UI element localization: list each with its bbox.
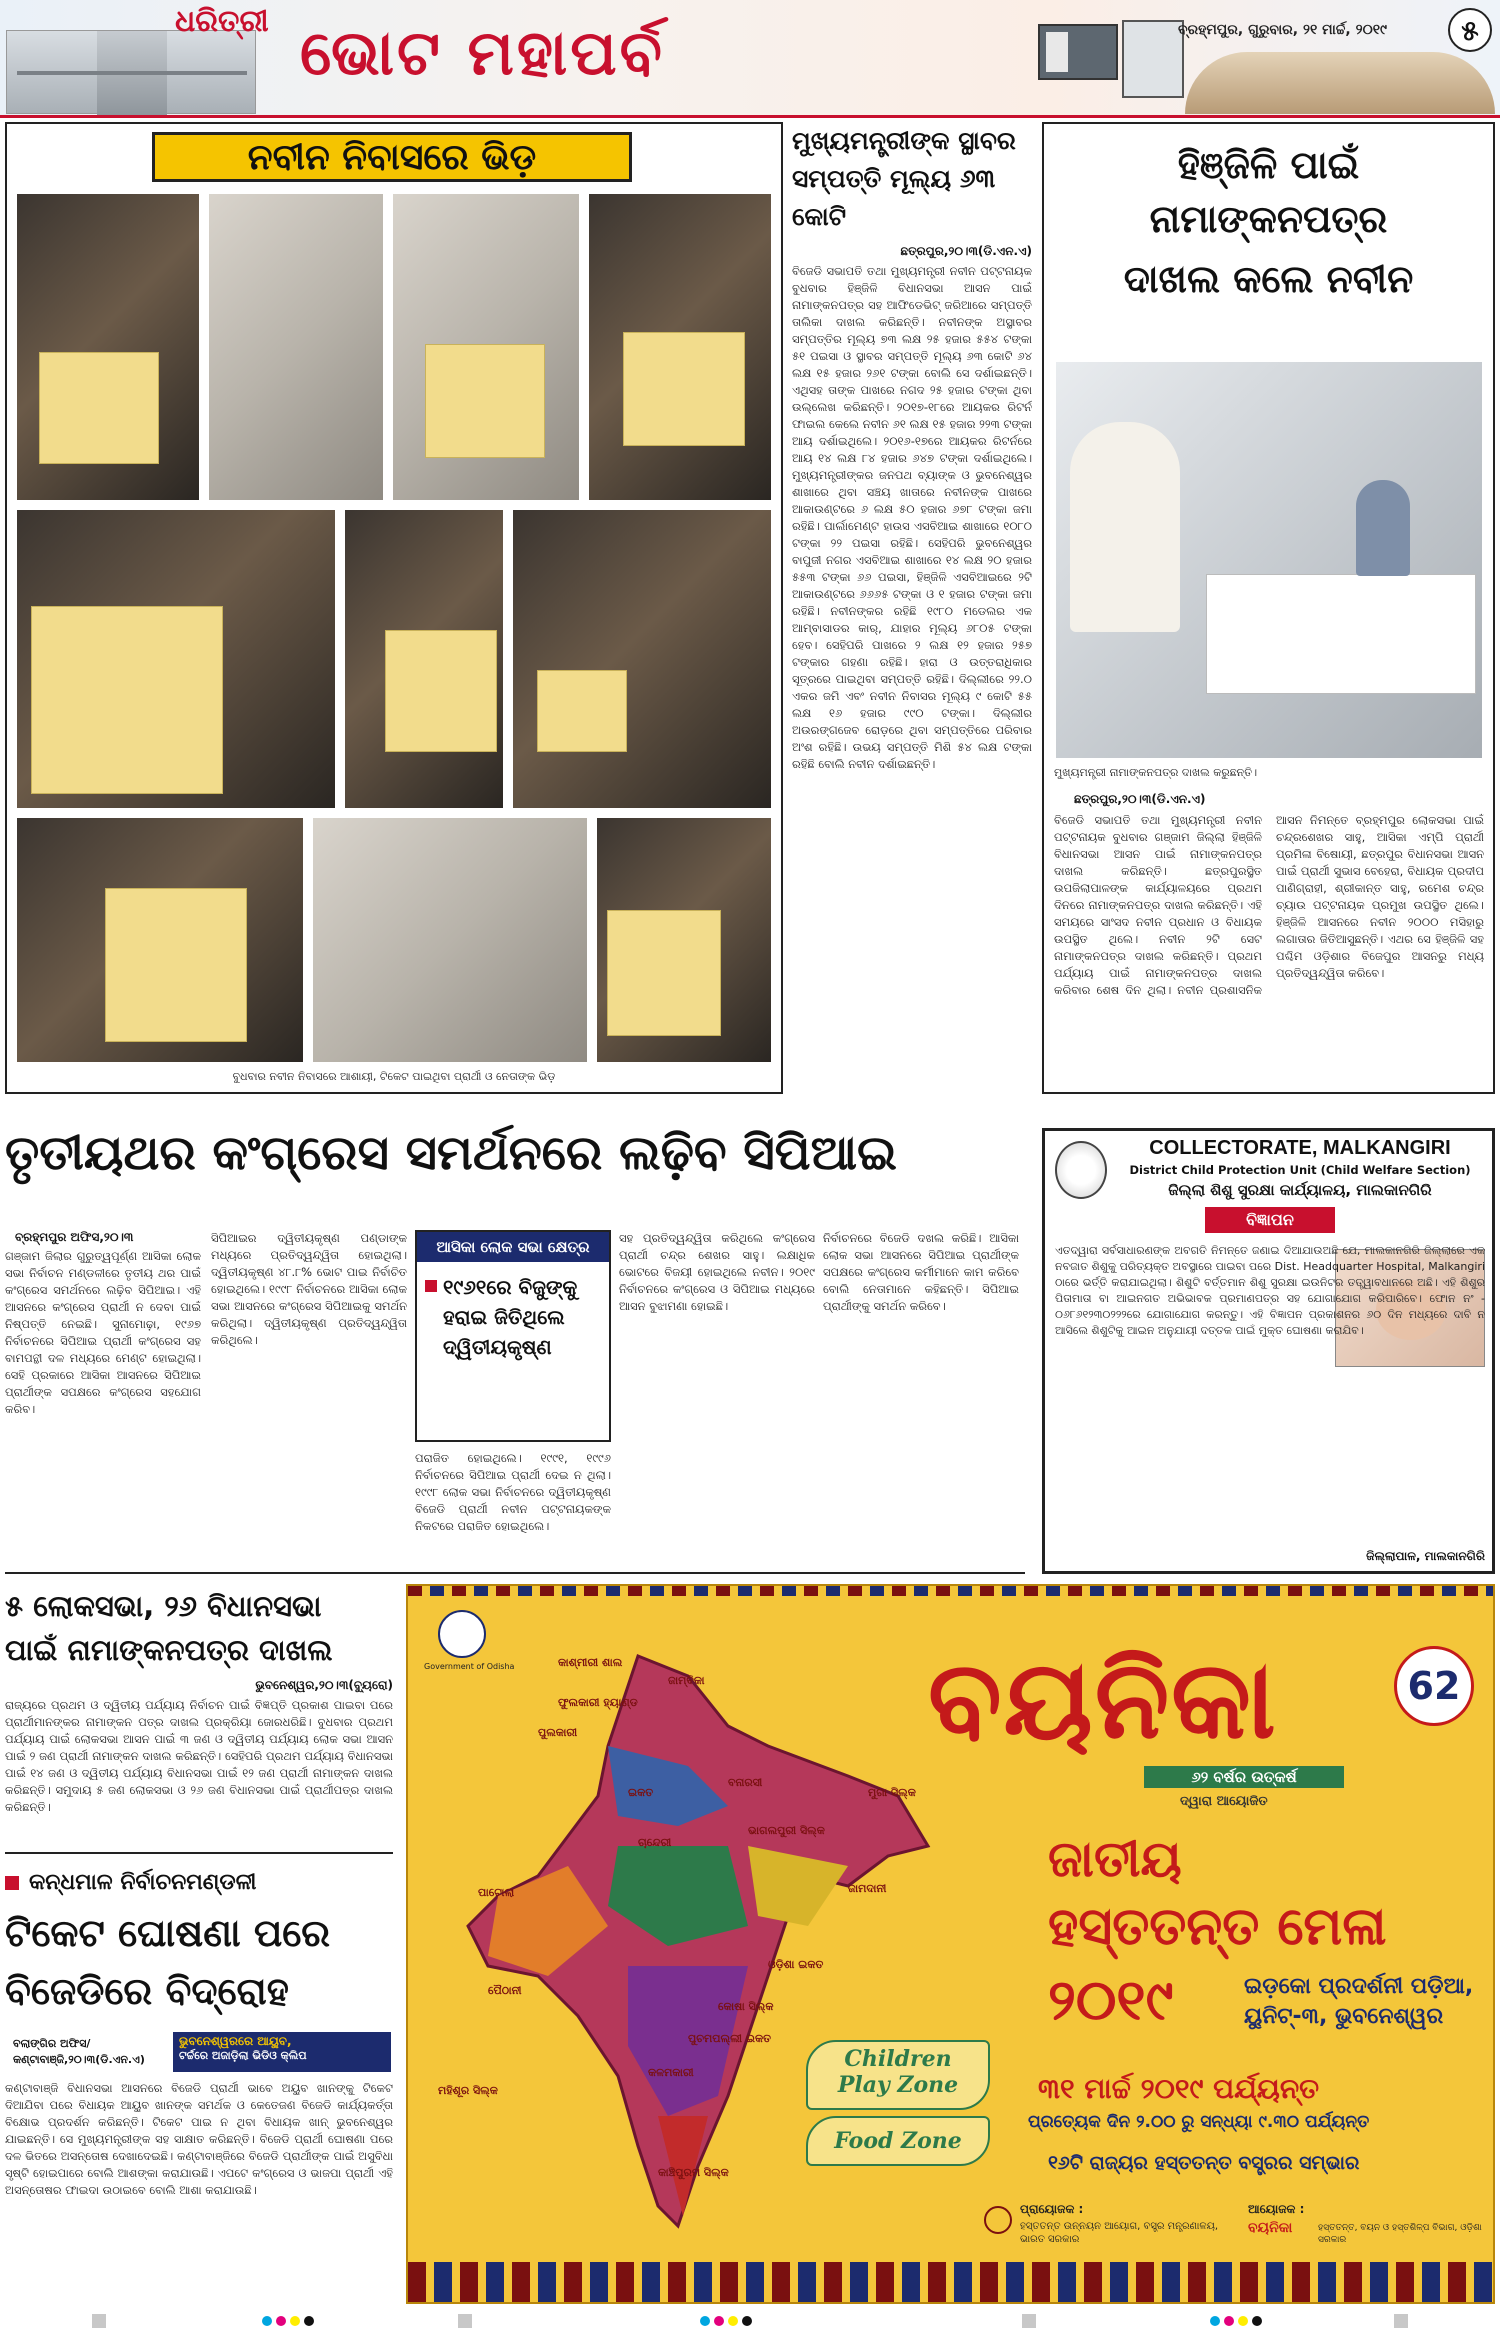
anniversary-badge: 62: [1394, 1646, 1474, 1726]
nominations-body: ରାଜ୍ୟରେ ପ୍ରଥମ ଓ ଦ୍ୱିତୀୟ ପର୍ଯ୍ୟାୟ ନିର୍ବାଚନ ପାଇଁ ବିଜ୍ଞପ୍ତି ପ୍ରକାଶ ପାଇବା ପରେ ପ୍ରାର୍ଥୀମାନଙ୍କର ନାମାଙ୍କନ ପତ୍ର ଦାଖଲ ପ୍ରକ୍ରିୟା ଜୋରଧରିଛି। ବୁଧବାର ପ୍ରଥମ ପର୍ଯ୍ୟାୟ ପାଇଁ ଲୋକସଭା ଆସନ ପାଇଁ ୩ ଜଣ ଓ ଦ୍ୱିତୀୟ ପର୍ଯ୍ୟାୟ ଲୋକ ସଭା ଆସନ ପାଇଁ ୨ ଜଣ ପ୍ରାର୍ଥୀ ନାମାଙ୍କନ ଦାଖଲ କରିଛନ୍ତି। ସେହିପରି ପ୍ରଥମ ପର୍ଯ୍ୟାୟ ବିଧାନସଭା ପାଇଁ ୧୪ ଜଣ ଓ ଦ୍ୱିତୀୟ ପର୍ଯ୍ୟାୟ ବିଧାନସଭା ପାଇଁ ୧୨ ଜଣ ପ୍ରାର୍ଥୀ ନାମାଙ୍କନ ଦାଖଲ କରିଛନ୍ତି। ସମୁଦାୟ ୫ ଜଣ ଲୋକସଭା ଓ ୨୬ ଜଣ ବିଧାନସଭା ପାଇଁ ପ୍ରାର୍ଥୀପତ୍ର ଦାଖଲ କରିଛନ୍ତି।: [5, 1698, 393, 1814]
photo-candidate-watch: [15, 508, 337, 810]
fair-line1: ଜାତୀୟ: [1048, 1830, 1182, 1888]
map-label-6: ମୁଗା ସିଲ୍କ: [868, 1786, 916, 1799]
naveen-residence-story: [5, 122, 783, 1094]
cpi-box-headline: ୧୯୬୧ରେ ବିଜୁଙ୍କୁ ହରାଇ ଜିତିଥିଲେ ଦ୍ୱିତୀୟକୃଷ୍ଣ: [443, 1275, 578, 1359]
cpi-headline: ତୃତୀୟଥର କଂଗ୍ରେସ ସମର୍ଥନରେ ଲଢ଼ିବ ସିପିଆଇ: [5, 1125, 897, 1181]
voting-machine-icon: [1038, 24, 1118, 80]
fair-organiser-text: ବୟନିକା: [1248, 2220, 1293, 2236]
kandhamal-kicker: କନ୍ଧମାଳ ନିର୍ବାଚନମଣ୍ଡଳୀ: [29, 1870, 257, 1895]
map-label-16: କାଞ୍ଚିପୁରମ ସିଲ୍କ: [658, 2166, 729, 2179]
fair-sponsor-text: ହସ୍ତତନ୍ତ ଉନ୍ନୟନ ଆୟୋଗ, ବସ୍ତ୍ର ମନ୍ତ୍ରଣାଳୟ, ଭାରତ ସରକାର: [1020, 2221, 1219, 2245]
map-label-10: ଓଡ଼ିଶା ଇକତ: [768, 1958, 824, 1971]
paper-name: ଧରିତ୍ରୀ: [175, 4, 269, 39]
map-label-4: ଚାନ୍ଦେରୀ: [638, 1836, 672, 1849]
fair-venue-1: ଇଡ଼କୋ ପ୍ରଦର୍ଶନୀ ପଡ଼ିଆ,: [1244, 1974, 1474, 1999]
photo-candidate-envelope: [595, 816, 773, 1064]
map-label-14: ପୁଚମପଲ୍ଲୀ ଇକତ: [688, 2032, 771, 2045]
kicker-square-icon: [5, 1876, 19, 1890]
photo-garlanded-group: [511, 508, 773, 810]
page-number: ୫: [1448, 8, 1492, 52]
map-label-8: ଇକତ: [628, 1786, 654, 1799]
cm-assets-dateline: ଛତ୍ରପୁର,୨୦।୩(ଡି.ଏନ.ଏ): [900, 244, 1032, 258]
naveen-residence-headline: ନବୀନ ନିବାସରେ ଭିଡ଼: [247, 137, 537, 178]
cpi-box-title: ଆସିକା ଲୋକ ସଭା କ୍ଷେତ୍ର: [417, 1232, 609, 1262]
kandhamal-sidebar-1: ଭୁବନେଶ୍ୱରରେ ଆୟୁବ,: [179, 2034, 292, 2048]
children-zone-badge: [806, 2040, 990, 2110]
fair-timing: ପ୍ରତ୍ୟେକ ଦିନ ୨.୦୦ ରୁ ସନ୍ଧ୍ୟା ୯.୩୦ ପର୍ଯ୍ୟନ୍ତ: [1028, 2112, 1370, 2132]
bullet-square-icon: [425, 1280, 437, 1292]
food-zone-badge: [806, 2116, 990, 2166]
cpi-story: [5, 1118, 1025, 1574]
map-label-12: କୋଷା ସିଲ୍କ: [718, 2000, 774, 2013]
map-label-17: କାଶ୍ମୀରୀ ଶାଲ: [558, 1656, 623, 1669]
map-label-13: ମହିଶୂର ସିଲ୍କ: [438, 2084, 498, 2097]
map-label-2: ପୁଲକାରୀ: [538, 1726, 578, 1739]
hinjili-headline-2: ଦାଖଲ କଲେ ନବୀନ: [1123, 257, 1414, 301]
collectorate-odia-title: ଜିଲ୍ଲା ଶିଶୁ ସୁରକ୍ଷା କାର୍ଯ୍ୟାଳୟ, ମାଲକାନଗିରି: [1168, 1181, 1432, 1199]
kandhamal-dateline: ବଲାଙ୍ଗିର ଅଫିସ/କଣ୍ଟାବାଞ୍ଜି,୨୦।୩(ଡି.ଏନ.ଏ): [13, 2037, 145, 2066]
kandhamal-story: [5, 1866, 393, 2304]
cm-assets-story: [792, 122, 1032, 1094]
hinjili-photo-caption: ମୁଖ୍ୟମନ୍ତ୍ରୀ ନାମାଙ୍କନପତ୍ର ଦାଖଲ କରୁଛନ୍ତି।: [1054, 766, 1258, 779]
cpi-body-col3: ପରାଜିତ ହୋଇଥିଲେ। ୧୯୯୧, ୧୯୯୬ ନିର୍ବାଚନରେ ସିପିଆଇ ପ୍ରାର୍ଥୀ ଦେଇ ନ ଥିଲା। ୧୯୯୮ ଲୋକ ସଭା ନିର୍ବାଚନରେ ଦ୍ୱିତୀୟକୃଷ୍ଣ ବିଜେଡି ପ୍ରାର୍ଥୀ ନବୀନ ପଟ୍ଟନାୟକଙ୍କ ନିକଟରେ ପରାଜିତ ହୋଇଥିଲେ।: [415, 1451, 611, 1533]
fair-organised-by: ଦ୍ୱାରା ଆୟୋଜିତ: [1180, 1794, 1268, 1809]
fair-venue-2: ୟୁନିଟ୍-୩, ଭୁବନେଶ୍ୱର: [1244, 2004, 1444, 2029]
nominations-story: [5, 1584, 393, 1854]
map-label-9: ଜାମଦାନୀ: [848, 1882, 887, 1895]
fair-line2: ହସ୍ତତନ୍ତ ମେଳା: [1048, 1897, 1387, 1957]
cm-assets-headline-2: ସମ୍ପତ୍ତି ମୂଲ୍ୟ ୬୩ କୋଟି: [792, 164, 996, 231]
cpi-body-col1: ଗଞ୍ଜାମ ଜିଲାର ଗୁରୁତ୍ୱପୂର୍ଣ୍ଣ ଆସିକା ଲୋକ ସଭା ନିର୍ବାଚନ ମଣ୍ଡଳୀରେ ତୃତୀୟ ଥର ପାଇଁ କଂଗ୍ରେସ ସମର୍ଥନରେ ଲଢ଼ିବ ସିପିଆଇ। ଏହି ଆସନରେ କଂଗ୍ରେସ ପ୍ରାର୍ଥୀ ନ ଦେବା ପାଇଁ ନିଷ୍ପତ୍ତି ନେଇଛି। ସୁନାମୋଢ଼ା, ୧୯୬୭ ନିର୍ବାଚନରେ ସିପିଆଇ ପ୍ରାର୍ଥୀ କଂଗ୍ରେସ ସହ ବାମପନ୍ଥୀ ଦଳ ମଧ୍ୟରେ ମେଣ୍ଟ ହୋଇଥିଲା। ସେହି ପ୍ରକାରେ ଆସିକା ଆସନରେ ସିପିଆଇ ପ୍ରାର୍ଥୀଙ୍କ ସପକ୍ଷରେ କଂଗ୍ରେସ ସହଯୋଗ କରିବ।: [5, 1249, 201, 1416]
nominations-dateline: ଭୁବନେଶ୍ୱର,୨୦।୩(ବ୍ୟୁରୋ): [255, 1678, 393, 1692]
collectorate-subtitle: District Child Protection Unit (Child Welfare Section): [1129, 1163, 1471, 1177]
parliament-image: [1185, 52, 1495, 114]
dateline: ବ୍ରହ୍ମପୁର, ଗୁରୁବାର, ୨୧ ମାର୍ଚ୍ଚ, ୨୦୧୯: [1178, 22, 1387, 38]
print-registration-strip: [0, 2306, 1500, 2335]
cm-assets-headline-1: ମୁଖ୍ୟମନ୍ତ୍ରୀଙ୍କ ସ୍ଥାବର: [792, 126, 1016, 155]
odisha-emblem-icon: [1055, 1141, 1107, 1199]
map-label-1: ଜାମ୍ବିକା: [668, 1674, 705, 1687]
decorative-border-top: [408, 1586, 1493, 1596]
photo-supporter-victory: [15, 192, 201, 502]
fair-brand: ବୟନିକା: [928, 1638, 1278, 1763]
nominations-headline-1: ୫ ଲୋକସଭା, ୨୬ ବିଧାନସଭା: [5, 1589, 322, 1623]
collectorate-ad: [1042, 1128, 1495, 1574]
kandhamal-sidebar-2: ଟର୍ଚ୍ଚରେ ଅଜାଡ଼ିଲା ଭିଡିଓ କ୍ଲିପ: [179, 2049, 307, 2062]
photo-candidate-in-car: [15, 816, 305, 1064]
collectorate-signature: ଜିଲ୍ଲାପାଳ, ମାଲକାନଗିରି: [1366, 1549, 1485, 1563]
photo-leader-folded-hands: [207, 192, 385, 502]
cpi-dateline: ବ୍ରହ୍ମପୁର ଅଫିସ,୨୦।୩: [15, 1230, 134, 1244]
hinjili-body: ବିଜେଡି ସଭାପତି ତଥା ମୁଖ୍ୟମନ୍ତ୍ରୀ ନବୀନ ପଟ୍ଟନାୟକ ବୁଧବାର ଗଞ୍ଜାମ ଜିଲ୍ଲା ହିଞ୍ଜିଳି ବିଧାନସଭା ଆସନ ପାଇଁ ନାମାଙ୍କନପତ୍ର ଦାଖଲ କରିଛନ୍ତି। ଛତ୍ରପୁରସ୍ଥିତ ଉପଜିଲାପାଳଙ୍କ କାର୍ଯ୍ୟାଳୟରେ ପ୍ରଥମ ଦିନରେ ନାମାଙ୍କନପତ୍ର ଦାଖଲ କରିଛନ୍ତି। ଏହି ସମୟରେ ସାଂସଦ ନବୀନ ପ୍ରଧାନ ଓ ବିଧାୟକ ଉପସ୍ଥିତ ଥିଲେ। ନବୀନ ୨ଟି ସେଟ ନାମାଙ୍କନପତ୍ର ଦାଖଲ କରିଛନ୍ତି। ପ୍ରଥମ ପର୍ଯ୍ୟାୟ ପାଇଁ ନାମାଙ୍କନପତ୍ର ଦାଖଲ କରିବାର ଶେଷ ଦିନ ଥିଲା। ନବୀନ ପ୍ରଶାସନିକ ଆସନ ନିମନ୍ତେ ବ୍ରହ୍ମପୁର ଲୋକସଭା ପାଇଁ ଚନ୍ଦ୍ରଶେଖର ସାହୁ, ଆସିକା ଏମ୍ପି ପ୍ରାର୍ଥୀ ପ୍ରମିଳା ବିଷୋୟୀ, ଛତ୍ରପୁର ବିଧାନସଭା ଆସନ ପାଇଁ ପ୍ରାର୍ଥୀ ସୁଭାସ ବେହେରା, ବିଧାୟକ ପ୍ରଦୀପ ପାଣିଗ୍ରାହୀ, ଶ୍ରୀକାନ୍ତ ସାହୁ, ରମେଶ ଚନ୍ଦ୍ର ଚ୍ୟାଉ ପଟ୍ଟନାୟକ ପ୍ରମୁଖ ଉପସ୍ଥିତ ଥିଲେ। ହିଞ୍ଜିଳି ଆସନରେ ନବୀନ ୨୦୦୦ ମସିହାରୁ ଲଗାତାର ଜିତିଆସୁଛନ୍ତି। ଏଥର ସେ ହିଞ୍ଜିଳି ସହ ପଶ୍ଚିମ ଓଡ଼ିଶାର ବିଜେପୁର ଆସନରୁ ମଧ୍ୟ ପ୍ରତିଦ୍ୱନ୍ଦ୍ୱିତା କରିବେ।: [1054, 813, 1484, 997]
photo-naveen-filing-nomination: [1054, 360, 1484, 760]
children-zone-2: Play Zone: [837, 2072, 959, 2098]
map-label-5: ଭାଗଲପୁରୀ ସିଲ୍କ: [748, 1824, 825, 1837]
kandhamal-sidebar-box: [173, 2032, 391, 2072]
hinjili-story: [1042, 122, 1495, 1094]
fair-organiser-dept: ହସ୍ତତନ୍ତ, ବୟନ ଓ ହସ୍ତଶିଳ୍ପ ବିଭାଗ, ଓଡ଼ିଶା ସରକାର: [1318, 2223, 1482, 2245]
collectorate-notice-label: ବିଜ୍ଞାପନ: [1205, 1207, 1335, 1233]
sponsor-logo-icon: [984, 2206, 1012, 2234]
fair-dates: ୩୧ ମାର୍ଚ୍ଚ ୨୦୧୯ ପର୍ଯ୍ୟନ୍ତ: [1038, 2072, 1320, 2105]
cpi-body-col2: ସିପିଆଇର ଦ୍ୱିତୀୟକୃଷ୍ଣ ପଣ୍ଡାଙ୍କ ମଧ୍ୟରେ ପ୍ରତିଦ୍ୱନ୍ଦ୍ୱିତା ହୋଇଥିଲା। ଦ୍ୱିତୀୟକୃଷ୍ଣ ୪୮.୮% ଭୋଟ ପାଇ ନିର୍ବାଚିତ ହୋଇଥିଲେ। ୧୯୯୮ ନିର୍ବାଚନରେ ଆସିକା ଲୋକ ସଭା ଆସନରେ କଂଗ୍ରେସ ସିପିଆଇକୁ ସମର୍ଥନ କରିଥିଲା। ଦ୍ୱିତୀୟକୃଷ୍ଣ ପ୍ରତିଦ୍ୱନ୍ଦ୍ୱିତା କରିଥିଲେ।: [211, 1231, 407, 1347]
fair-sponsor-label: ପ୍ରାୟୋଜକ :: [1020, 2202, 1084, 2216]
kandhamal-body: କଣ୍ଟାବାଞ୍ଜି ବିଧାନସଭା ଆସନରେ ବିଜେଡି ପ୍ରାର୍ଥୀ ଭାବେ ଅୟୁବ ଖାନଙ୍କୁ ଟିକେଟ ଦିଆଯିବା ପରେ ବିଧାୟକ ଆୟୁବ ଖାନଙ୍କ ସମର୍ଥକ ଓ କେତେଜଣ ବିଜେଡି କାର୍ଯ୍ୟକର୍ତ୍ତା ବିକ୍ଷୋଭ ପ୍ରଦର୍ଶନ କରିଛନ୍ତି। ଟିକେଟ ପାଇ ନ ଥିବା ବିଧାୟକ ଖାନ୍ ଭୁବନେଶ୍ୱର ଯାଇଛନ୍ତି। ସେ ମୁଖ୍ୟମନ୍ତ୍ରୀଙ୍କ ସହ ସାକ୍ଷାତ କରିଛନ୍ତି। ବିଜେଡି ପ୍ରାର୍ଥୀ ଘୋଷଣା ପରେ ଦଳ ଭିତରେ ଅସନ୍ତୋଷ ଦେଖାଦେଇଛି। କଣ୍ଟାବାଞ୍ଜିରେ ବିଜେଡି ପ୍ରାର୍ଥୀଙ୍କ ପାଇଁ ଅସୁବିଧା ସୃଷ୍ଟି ହୋଇପାରେ ବୋଲି ଆଶଙ୍କା କରାଯାଉଛି। ଏପଟେ କଂଗ୍ରେସ ଓ ଭାଜପା ପ୍ରାର୍ଥୀ ଏହି ଅସନ୍ତୋଷର ଫାଇଦା ଉଠାଇବେ ବୋଲି ଆଶା କରାଯାଉଛି।: [5, 2081, 393, 2197]
photo-candidate-night: [343, 508, 505, 810]
cpi-body-col4: ସହ ପ୍ରତିଦ୍ୱନ୍ଦ୍ୱିତା କରିଥିଲେ କଂଗ୍ରେସ ପ୍ରାର୍ଥୀ ଚନ୍ଦ୍ର ଶେଖର ସାହୁ। ଲକ୍ଷାଧିକ ଭୋଟରେ ବିଜୟୀ ହୋଇଥିଲେ ନବୀନ। ୨୦୧୯ ନିର୍ବାଚନରେ କଂଗ୍ରେସ ଓ ସିପିଆଇ ମଧ୍ୟରେ ଆସନ ବୁଝାମଣା ହୋଇଛି।: [619, 1231, 815, 1313]
handloom-fair-ad: [406, 1584, 1495, 2304]
map-label-15: କଳମକାରୀ: [648, 2066, 694, 2079]
kandhamal-headline-1: ଟିକେଟ ଘୋଷଣା ପରେ: [5, 1911, 331, 1955]
nominations-headline-2: ପାଇଁ ନାମାଙ୍କନପତ୍ର ଦାଖଲ: [5, 1633, 333, 1667]
map-label-3: ପାଟୋଲା: [478, 1886, 515, 1899]
photo-candidate-specs: [391, 192, 581, 502]
fair-year: ୨୦୧୯: [1048, 1968, 1174, 2033]
decorative-border-bottom: [408, 2262, 1493, 2302]
food-zone: Food Zone: [834, 2128, 962, 2154]
assembly-building-image: [6, 30, 256, 114]
map-label-11: ପୈଠାନୀ: [488, 1984, 522, 1997]
cpi-body-col5: ନିର୍ବାଚନରେ ବିଜେଡି ଦଖଲ କରିଛି। ଆସିକା ଲୋକ ସଭା ଆସନରେ ସିପିଆଇ ପ୍ରାର୍ଥୀଙ୍କ ସପକ୍ଷରେ କଂଗ୍ରେସ କର୍ମୀମାନେ କାମ କରିବେ ବୋଲି ନେତାମାନେ କହିଛନ୍ତି। ସିପିଆଇ ପ୍ରାର୍ଥୀଙ୍କୁ ସମର୍ଥନ କରିବେ।: [823, 1231, 1019, 1313]
govt-label: Government of Odisha: [424, 1662, 515, 1671]
banner-title: ଭୋଟ ମହାପର୍ବ: [300, 16, 665, 89]
collectorate-title: COLLECTORATE, MALKANGIRI: [1149, 1137, 1451, 1159]
children-zone-1: Children: [844, 2046, 952, 2072]
fair-brand-tagline: ୬୨ ବର୍ଷର ଉତ୍କର୍ଷ: [1144, 1766, 1344, 1788]
map-label-7: ବନାରସୀ: [728, 1776, 763, 1789]
kandhamal-headline-2: ବିଜେଡିରେ ବିଦ୍ରୋହ: [5, 1969, 289, 2013]
hinjili-dateline: ଛତ୍ରପୁର,୨୦।୩(ଡି.ଏନ.ଏ): [1074, 792, 1206, 806]
hinjili-headline-1: ହିଞ୍ଜିଳି ପାଇଁ ନାମାଙ୍କନପତ୍ର: [1149, 143, 1388, 241]
map-label-18: ଫୁଲକାରୀ ହ୍ୟାଣ୍ଡ: [558, 1696, 638, 1709]
cpi-highlight-box: [415, 1230, 611, 1442]
ballot-unit-icon: [1122, 20, 1184, 98]
photo-candidate-white-kurta: [587, 192, 773, 502]
story-headline-box: [152, 132, 632, 182]
cm-assets-body: ବିଜେଡି ସଭାପତି ତଥା ମୁଖ୍ୟମନ୍ତ୍ରୀ ନବୀନ ପଟ୍ଟନାୟକ ବୁଧବାର ହିଞ୍ଜିଳି ବିଧାନସଭା ଆସନ ପାଇଁ ନାମାଙ୍କନପତ୍ର ସହ ଆଫିଡେଭିଟ୍ ଜରିଆରେ ସମ୍ପତ୍ତି ତାଲିକା ଦାଖଲ କରିଛନ୍ତି। ନବୀନଙ୍କ ଅସ୍ଥାବର ସମ୍ପତ୍ତିର ମୂଲ୍ୟ ୭୩ ଲକ୍ଷ ୨୫ ହଜାର ୫୫୪ ଟଙ୍କା ୫୧ ପଇସା ଓ ସ୍ଥାବର ସମ୍ପତ୍ତି ମୂଲ୍ୟ ୬୩ କୋଟି ୬୪ ଲକ୍ଷ ୧୫ ହଜାର ୨୬୧ ଟଙ୍କା ବୋଲି ସେ ଦର୍ଶାଇଛନ୍ତି। ଏଥିସହ ତାଙ୍କ ପାଖରେ ନଗଦ ୨୫ ହଜାର ଟଙ୍କା ଥିବା ଉଲ୍ଲେଖ କରିଛନ୍ତି। ୨୦୧୭-୧୮ରେ ଆୟକର ରିଟର୍ନ ଫାଇଲ କେଲେ ନବୀନ ୬୧ ଲକ୍ଷ ୧୫ ହଜାର ୨୨୩ ଟଙ୍କା ଆୟ ଦର୍ଶାଇଥିଲେ। ୨୦୧୬-୧୭ରେ ଆୟକର ରିଟର୍ନରେ ଆୟ ୧୪ ଲକ୍ଷ ୮୪ ହଜାର ୬୪୭ ଟଙ୍କା ଦର୍ଶାଇଥିଲେ। ମୁଖ୍ୟମନ୍ତ୍ରୀଙ୍କର ଜନପଥ ବ୍ୟାଙ୍କ ଓ ଭୁବନେଶ୍ୱର ଶାଖାରେ ଥିବା ସଞ୍ଚୟ ଖାତାରେ ନବୀନଙ୍କ ପାଖରେ ଆକାଉଣ୍ଟରେ ୬ ଲକ୍ଷ ୫୦ ହଜାର ୬୭୮ ଟଙ୍କା ଜମା ରହିଛି। ପାର୍ଲାମେଣ୍ଟ ହାଉସ ଏସବିଆଇ ଶାଖାରେ ୧୦୮୦ ଟଙ୍କା ୨୨ ପଇସା ରହିଛି। ସେହିପରି ଭୁବନେଶ୍ୱର ବାପୁଜୀ ନଗର ଏସବିଆଇ ଶାଖାରେ ୧୪ ଲକ୍ଷ ୨୦ ହଜାର ୫୫୩ ଟଙ୍କା ୬୬ ପଇସା, ହିଞ୍ଜିଳି ଏସବିଆଇରେ ୨ଟି ଆକାଉଣ୍ଟରେ ୬୬୬୫ ଟଙ୍କା ଓ ୧ ହଜାର ଟଙ୍କା ଜମା ରହିଛି। ନବୀନଙ୍କର ରହିଛି ୧୯୮୦ ମଡେଲର ଏକ ଆମ୍ବାସାଡର କାର୍, ଯାହାର ମୂଲ୍ୟ ୬୮୦୫ ଟଙ୍କା ହେବ। ସେହିପରି ପାଖରେ ୨ ଲକ୍ଷ ୧୨ ହଜାର ୨୫୭ ଟଙ୍କାର ଗହଣା ରହିଛି। ହାରା ଓ ଉତ୍ତରାଧିକାର ସୂତ୍ରରେ ପାଇଥିବା ସମ୍ପତ୍ତି ରହିଛି। ଦିଲ୍ଲୀରେ ୨୨.୦ ଏକର ଜମି ଏବଂ ନବୀନ ନିବାସର ମୂଲ୍ୟ ୯ କୋଟି ୫୫ ଲକ୍ଷ ୧୬ ହଜାର ୯୯୦ ଟଙ୍କା। ଦିଲ୍ଲୀର ଅଉରଙ୍ଗଜେବ ରୋଡ଼ରେ ଥିବା ସମ୍ପତ୍ତିରେ ପରିବାର ଅଂଶ ରହିଛି। ଉଭୟ ସମ୍ପତ୍ତି ମିଶି ୫୪ ଲକ୍ଷ ଟଙ୍କା ରହିଛି ବୋଲି ନବୀନ ଦର୍ଶାଇଛନ୍ତି।: [792, 264, 1032, 771]
collectorate-body: ଏତଦ୍ୱାରା ସର୍ବସାଧାରଣଙ୍କ ଅବଗତି ନିମନ୍ତେ ଜଣାଇ ଦିଆଯାଉଅଛି ଯେ, ମାଲକାନଗିରି ଜିଲ୍ଲାରେ ଏକ ନବଜାତ ଶିଶୁକୁ ପରିତ୍ୟକ୍ତ ଅବସ୍ଥାରେ ପାଇବା ପରେ Dist. Headquarter Hospital, Malkangiri ଠାରେ ଭର୍ତ୍ତି କରାଯାଇଥିଲା। ଶିଶୁଟି ବର୍ତ୍ତମାନ ଶିଶୁ ସୁରକ୍ଷା ଇଉନିଟର ତତ୍ତ୍ୱାବଧାନରେ ଅଛି। ଏହି ଶିଶୁର ପିତାମାତା ବା ଆଇନଗତ ଅଭିଭାବକ ପ୍ରମାଣପତ୍ର ସହ ଯୋଗାଯୋଗ କରିପାରିବେ। ଫୋନ ନଂ - ୦୬୮୬୧୨୩୦୨୨୨ରେ ଯୋଗାଯୋଗ କରନ୍ତୁ। ଏହି ବିଜ୍ଞାପନ ପ୍ରକାଶନର ୬୦ ଦିନ ମଧ୍ୟରେ ଦାବି ନ ଆସିଲେ ଶିଶୁଟିକୁ ଆଇନ ଅନୁଯାୟୀ ଦତ୍ତକ ପାଇଁ ମୁକ୍ତ ଘୋଷଣା କରାଯିବ।: [1055, 1244, 1485, 1337]
photo-man-driving: [311, 816, 589, 1064]
fair-organiser-label: ଆୟୋଜକ :: [1248, 2202, 1305, 2216]
naveen-residence-caption: ବୁଧବାର ନବୀନ ନିବାସରେ ଆଶାୟୀ, ଟିକେଟ ପାଇଥିବା ପ୍ରାର୍ଥୀ ଓ ନେତାଙ୍କ ଭିଡ଼: [232, 1070, 556, 1083]
fair-states: ୧୬ଟି ରାଜ୍ୟର ହସ୍ତତନ୍ତ ବସ୍ତ୍ରର ସମ୍ଭାର: [1048, 2152, 1360, 2174]
masthead-banner: [0, 0, 1500, 118]
